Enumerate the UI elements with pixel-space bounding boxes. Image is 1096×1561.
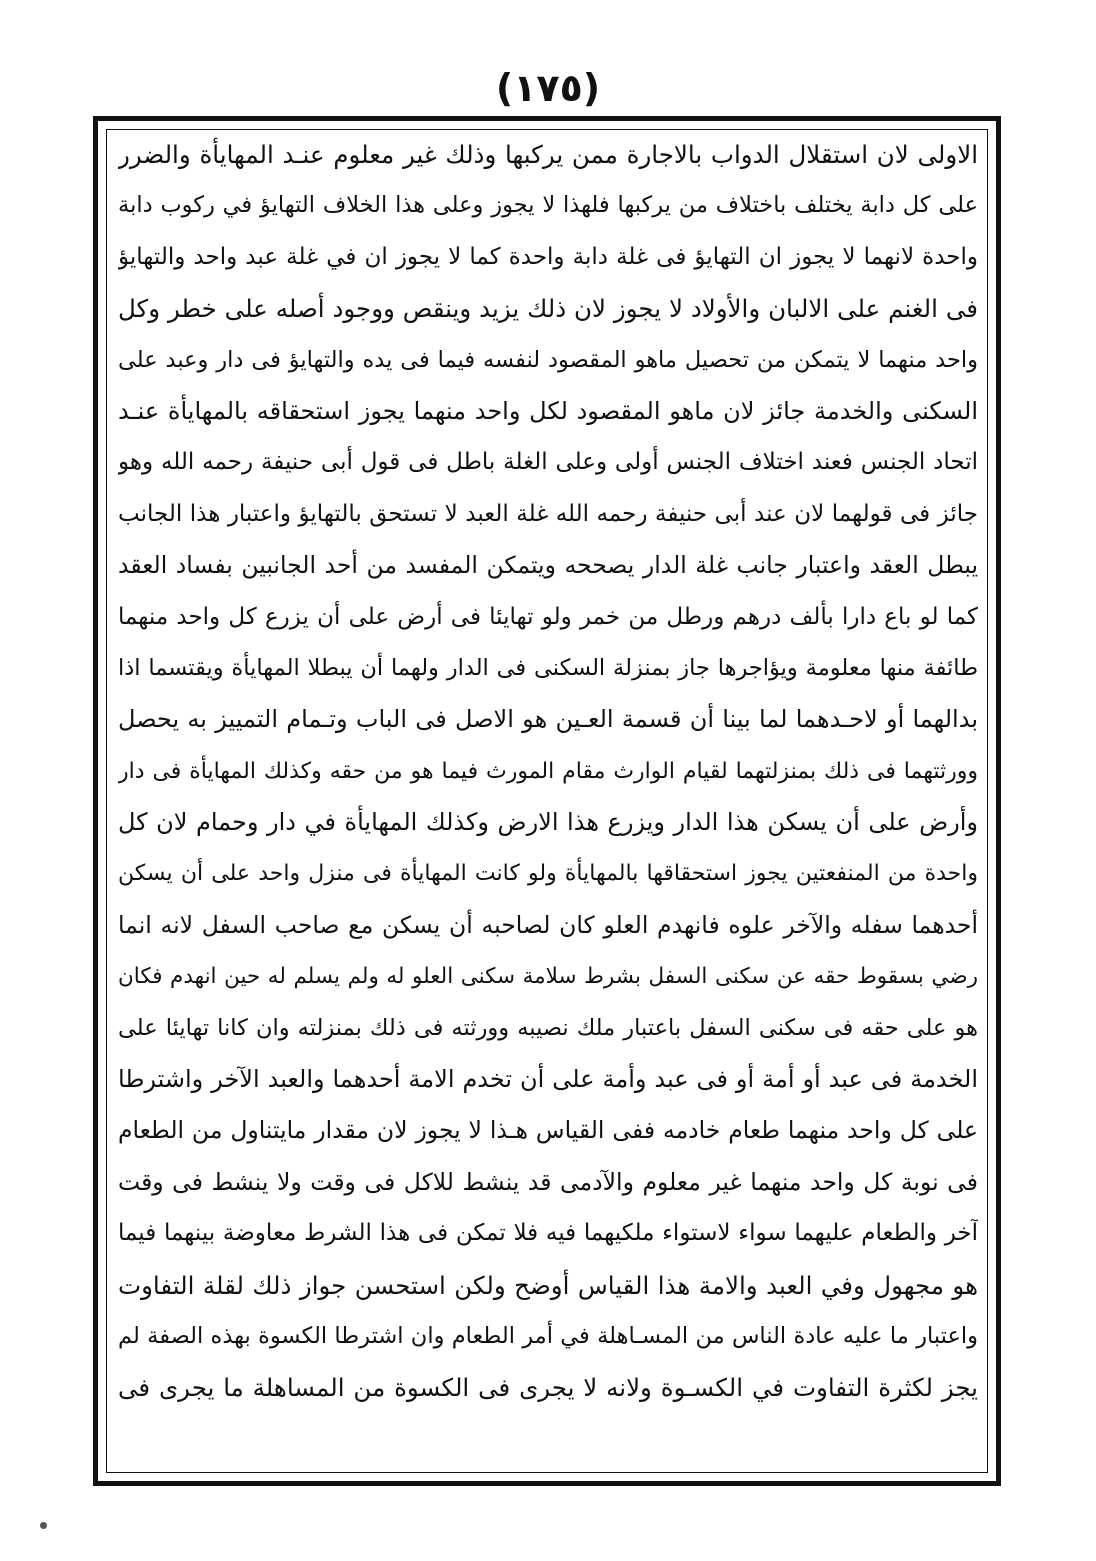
- text-line: واعتبار ما عليه عادة الناس من المسـاهلة في أمر الطعام وان اشترطا الكسوة بهذه الصفة لم: [118, 1322, 978, 1349]
- text-body: [118, 129, 978, 1414]
- text-line: على كل دابة يختلف باختلاف من يركبها فلهذا لا يجوز وعلى هذا الخلاف التهايؤ في ركوب دابة: [118, 192, 978, 219]
- text-line: واحد منهما لا يتمكن من تحصيل ماهو المقصود لنفسه فيما فى يده والتهايؤ فى دار وعبد على: [118, 346, 978, 373]
- text-line: آخر والطعام عليهما سواء لاستواء ملكيهما فيه فلا تمكن فى هذا الشرط معاوضة بينهما فيما: [118, 1220, 978, 1247]
- text-line: رضي بسقوط حقه عن سكنى السفل بشرط سلامة سكنى العلو له ولم يسلم له حين انهدم فكان: [118, 964, 978, 990]
- text-line: كما لو باع دارا بألف درهم ورطل من خمر ولو تهايئا فى أرض على أن يزرع كل واحد منهما: [118, 603, 978, 630]
- text-line: واحدة لانهما لا يجوز ان التهايؤ فى غلة دابة واحدة كما لا يجوز ان في غلة عبد واحد والتهايؤ: [118, 243, 978, 270]
- text-line: جائز فى قولهما لان عند أبى حنيفة رحمه الله غلة العبد لا تستحق بالتهايؤ واعتبار هذا الجانب: [118, 500, 978, 527]
- text-line: واحدة من المنفعتين يجوز استحقاقها بالمهايأة ولو كانت المهايأة فى منزل واحد على أن يسكن: [118, 861, 978, 887]
- text-line: اتحاد الجنس فعند اختلاف الجنس أولى وعلى الغلة باطل فى قول أبى حنيفة رحمه الله وهو: [118, 449, 978, 476]
- text-line: أحدهما سفله والآخر علوه فانهدم العلو كان لصاحبه أن يسكن مع صاحب السفل لانه انما: [118, 910, 978, 939]
- text-line: فى الغنم على الالبان والأولاد لا يجوز لان ذلك يزيد وينقص ووجود أصله على خطر وكل: [118, 294, 978, 324]
- text-line: بدالهما أو لاحـدهما لما بينا أن قسمة العـين هو الاصل فى الباب وتـمام التمييز به يحصل: [118, 705, 978, 734]
- text-line: وأرض على أن يسكن هذا الدار ويزرع هذا الارض وكذلك المهايأة في دار وحمام لان كل: [118, 808, 978, 837]
- text-line: السكنى والخدمة جائز لان ماهو المقصود لكل واحد منهما يجوز استحقاقه بالمهايأة عنـد: [118, 396, 978, 425]
- text-line: على كل واحد منهما طعام خادمه ففى القياس هـذا لا يجوز لان مقدار مايتناول من الطعام: [118, 1116, 978, 1145]
- scan-speck: [40, 1522, 47, 1529]
- text-line: الخدمة فى عبد أو أمة أو فى عبد وأمة على أن تخدم الامة أحدهما والعبد الآخر واشترطا: [118, 1065, 978, 1094]
- text-line: وورثتهما فى ذلك بمنزلتهما لقيام الوارث مقام المورث فيما هو من حقه وكذلك المهايأة فى دار: [118, 758, 978, 784]
- page-number: (١٧٥): [495, 66, 601, 110]
- text-line: هو مجهول وفي العبد والامة هذا القياس أوضح ولكن استحسن جواز ذلك لقلة التفاوت: [118, 1270, 978, 1300]
- text-line: يبطل العقد واعتبار جانب غلة الدار يصححه ويتمكن المفسد من أحد الجانبين بفساد العقد: [118, 551, 978, 580]
- text-line: يجز لكثرة التفاوت في الكسـوة ولانه لا يجرى فى الكسوة من المساهلة ما يجرى فى: [118, 1373, 978, 1403]
- text-line: فى نوبة كل واحد منهما غير معلوم والآدمى قد ينشط للاكل فى وقت ولا ينشط فى وقت: [118, 1167, 978, 1196]
- text-line: الاولى لان استقلال الدواب بالاجارة ممن يركبها وذلك غير معلوم عنـد المهايأة والضرر: [118, 140, 978, 169]
- text-line: هو على حقه فى سكنى السفل باعتبار ملك نصيبه وورثته فى ذلك بمنزلته وان كانا تهايئا على: [118, 1014, 978, 1041]
- text-line: طائفة منها معلومة ويؤاجرها جاز بمنزلة السكنى فى الدار ولهما أن يبطلا المهايأة ويقتسما اذا: [118, 654, 978, 681]
